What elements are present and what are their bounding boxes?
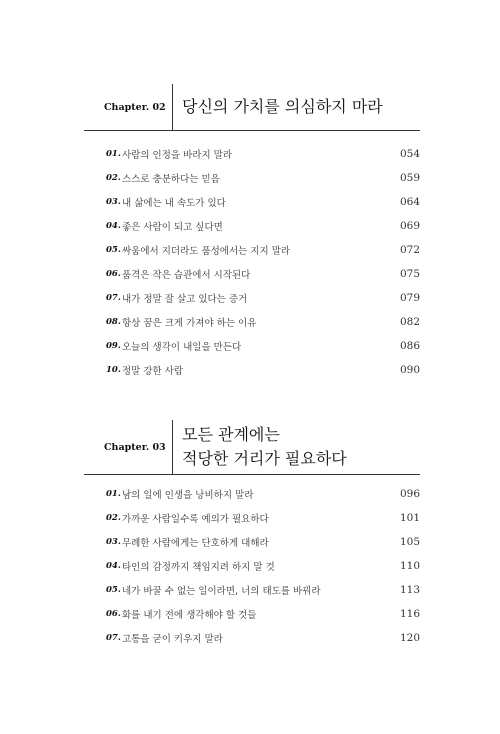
chapter-02-section (84, 84, 420, 377)
chapter-title-line: 당신의 가치를 의심하지 마라 (182, 97, 383, 116)
toc-item-number: 08. (106, 317, 121, 327)
toc-item-title: 오늘의 생각이 내일을 만든다 (122, 342, 242, 353)
toc-item-title: 네가 바꿀 수 없는 일이라면, 너의 태도를 바꿔라 (122, 586, 321, 597)
toc-item-page: 054 (399, 148, 420, 160)
toc-item-page: 105 (399, 536, 420, 548)
chapter-label: Chapter. 03 (104, 441, 166, 453)
toc-item-title: 좋은 사람이 되고 싶다면 (122, 222, 223, 233)
toc-item-number: 09. (106, 341, 121, 351)
chapter-title-line: 적당한 거리가 필요하다 (182, 449, 347, 468)
toc-item[interactable] (106, 630, 420, 646)
chapter-title-line: 모든 관계에는 (182, 425, 280, 444)
toc-item-page: 086 (399, 340, 420, 352)
toc-item[interactable] (106, 338, 420, 354)
toc-item[interactable] (106, 194, 420, 210)
toc-item-page: 075 (399, 268, 420, 280)
toc-item-title: 남의 일에 인생을 낭비하지 말라 (122, 490, 254, 501)
toc-item-title: 화를 내기 전에 생각해야 할 것들 (122, 610, 257, 621)
toc-item-number: 05. (106, 245, 121, 255)
toc-item[interactable] (106, 362, 420, 378)
toc-item-page: 059 (399, 172, 420, 184)
toc-item-page: 072 (399, 244, 420, 256)
toc-item-number: 02. (106, 173, 121, 183)
toc-item-title: 품격은 작은 습관에서 시작된다 (122, 270, 251, 281)
toc-item-title: 싸움에서 지더라도 품성에서는 지지 말라 (122, 246, 291, 257)
toc-item-title: 타인의 감정까지 책임지려 하지 말 것 (122, 562, 275, 573)
toc-item[interactable] (106, 218, 420, 234)
toc-item[interactable] (106, 510, 420, 526)
toc-item-title: 가까운 사람일수록 예의가 필요하다 (122, 514, 269, 525)
toc-item-page: 064 (399, 196, 420, 208)
toc-item-page: 069 (399, 220, 420, 232)
toc-item[interactable] (106, 290, 420, 306)
toc-item-page: 113 (399, 584, 420, 596)
toc-item-page: 082 (399, 316, 420, 328)
toc-item-title: 스스로 충분하다는 믿음 (122, 174, 220, 185)
toc-item-page: 090 (399, 364, 420, 376)
toc-item-number: 10. (106, 365, 121, 375)
toc-item[interactable] (106, 242, 420, 258)
chapter-header (84, 84, 420, 131)
chapter-title (173, 95, 383, 119)
toc-item-title: 고통을 굳이 키우지 말라 (122, 634, 223, 645)
toc-item[interactable] (106, 170, 420, 186)
toc-item-number: 06. (106, 609, 121, 619)
toc-item-title: 사람의 인정을 바라지 말라 (122, 150, 233, 161)
toc-item[interactable] (106, 534, 420, 550)
chapter-label: Chapter. 02 (104, 101, 166, 113)
toc-item-title: 내 삶에는 내 속도가 있다 (122, 198, 226, 209)
toc-item-page: 120 (399, 632, 420, 644)
toc-item-page: 096 (399, 488, 420, 500)
toc-item-number: 06. (106, 269, 121, 279)
toc-item-page: 101 (399, 512, 420, 524)
toc-item-number: 03. (106, 537, 121, 547)
toc-item-title: 정말 강한 사람 (122, 366, 184, 377)
toc-item-page: 116 (399, 608, 420, 620)
toc-item-number: 04. (106, 561, 121, 571)
toc-item[interactable] (106, 582, 420, 598)
toc-item-page: 079 (399, 292, 420, 304)
toc-item-number: 03. (106, 197, 121, 207)
chapter-title (173, 423, 347, 471)
toc-item-number: 05. (106, 585, 121, 595)
toc-item-number: 01. (106, 149, 121, 159)
toc-item-title: 항상 꿈은 크게 가져야 하는 이유 (122, 318, 257, 329)
toc-item[interactable] (106, 486, 420, 502)
toc-item-number: 07. (106, 633, 121, 643)
toc-item-number: 02. (106, 513, 121, 523)
chapter-03-section (84, 420, 420, 645)
toc-item[interactable] (106, 266, 420, 282)
chapter-header (84, 420, 420, 475)
toc-item[interactable] (106, 606, 420, 622)
toc-item-number: 04. (106, 221, 121, 231)
toc-item[interactable] (106, 314, 420, 330)
toc-item[interactable] (106, 558, 420, 574)
toc-item-title: 무례한 사람에게는 단호하게 대해라 (122, 538, 269, 549)
toc-item-number: 07. (106, 293, 121, 303)
toc-item-title: 내가 정말 잘 살고 있다는 증거 (122, 294, 248, 305)
toc-item-page: 110 (399, 560, 420, 572)
toc-item[interactable] (106, 146, 420, 162)
toc-item-number: 01. (106, 489, 121, 499)
